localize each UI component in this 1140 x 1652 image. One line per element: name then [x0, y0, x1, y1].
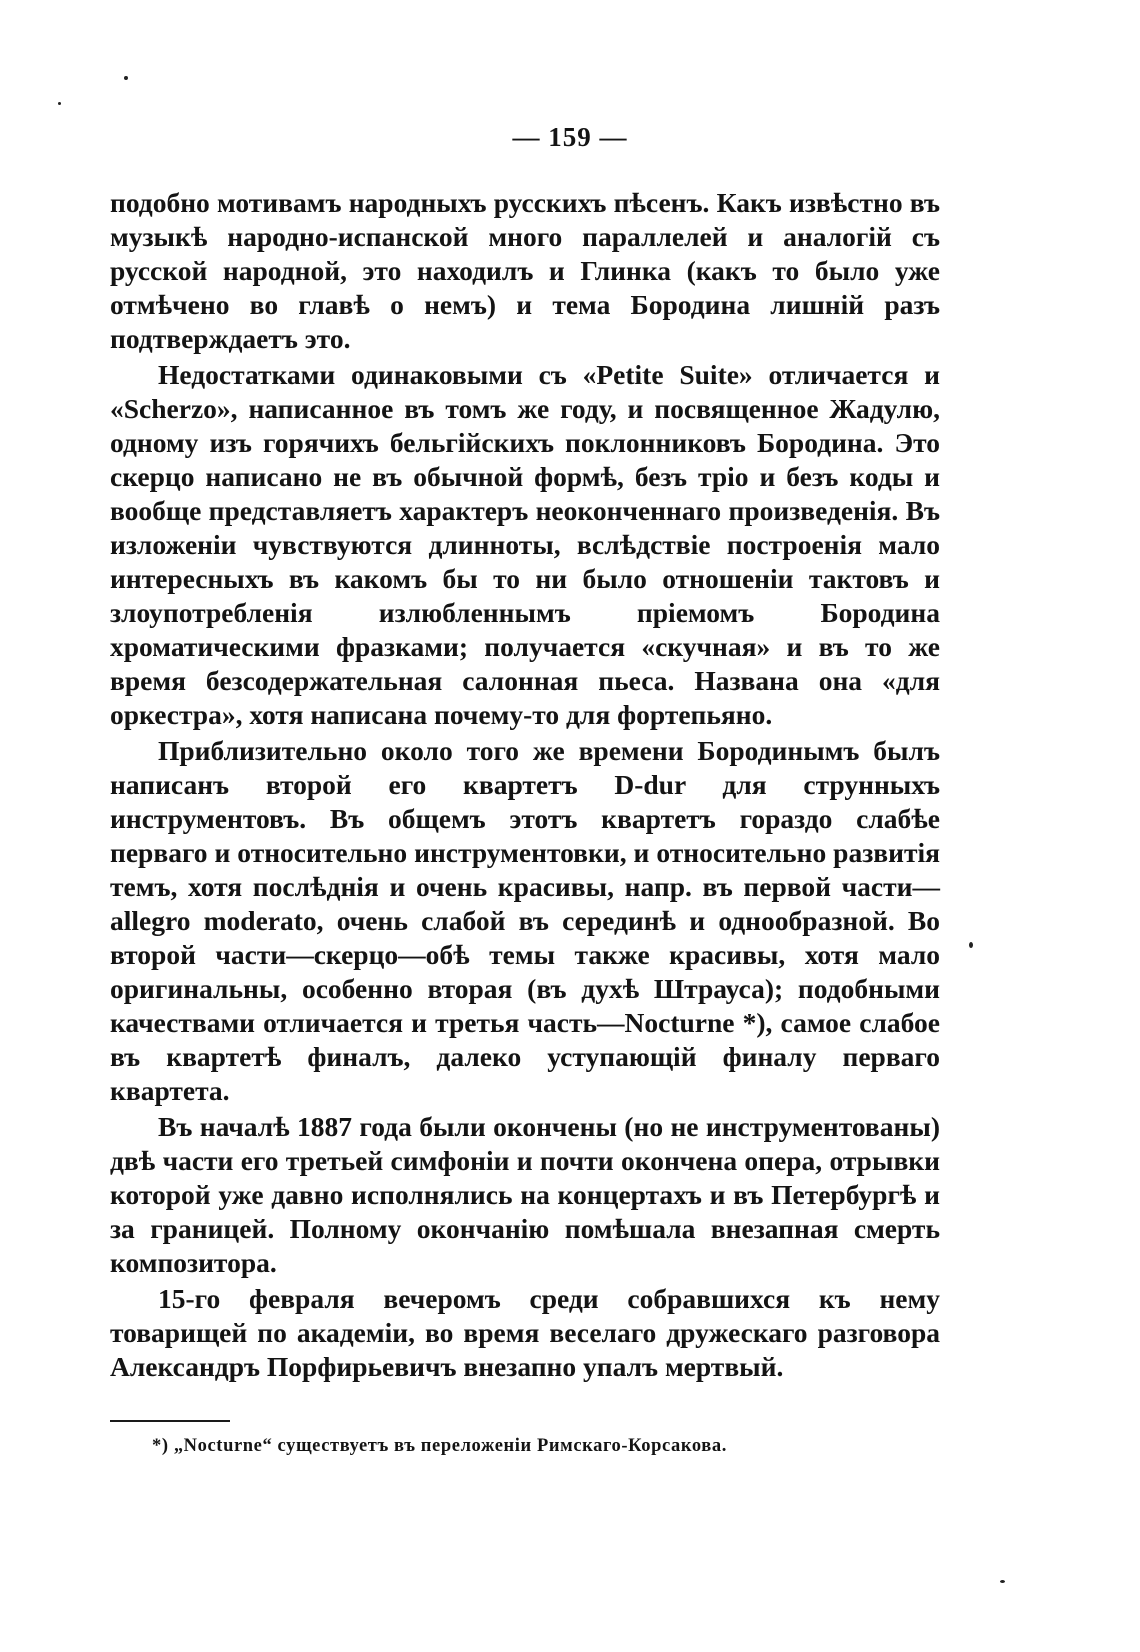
scan-speck [124, 76, 128, 80]
paragraph-third-symphony: Въ началѣ 1887 года были окончены (но не инструментованы) двѣ части его третьей симфоніи и почти окончена опера, отрывки которой уже давно исполнялись на концертахъ и въ Петербургѣ и за границей. Полному окончанію помѣшала внезапная смерть композитора. [110, 1111, 940, 1278]
paragraph-scherzo: Недостатками одинаковыми съ «Petite Suite» отличается и «Scherzo», написанное въ томъ же году, и посвященное Жадулю, одному изъ горячихъ бельгійскихъ поклонниковъ Бородина. Это скерцо написано не въ обычной формѣ, безъ тріо и безъ коды и вообще представляетъ характеръ неоконченнаго произведенія. Въ изложеніи чувствуются длинноты, вслѣдствіе построенія мало интересныхъ въ какомъ бы то ни было отношеніи тактовъ и злоупотребленія излюбленнымъ пріемомъ Бородина хроматическими фразками; получается «скучная» и въ то же время безсодержательная салонная пьеса. Названа она «для оркестра», хотя написана почему-то для фортепьяно. [110, 359, 940, 730]
paragraph-continuation: подобно мотивамъ народныхъ русскихъ пѣсенъ. Какъ извѣстно въ музыкѣ народно-испанской много параллелей и аналогій съ русской народной, это находилъ и Глинка (какъ то было уже отмѣчено во главѣ о немъ) и тема Бородина лишній разъ подтверждаетъ это. [110, 187, 940, 354]
paragraph-second-quartet: Приблизительно около того же времени Бородинымъ былъ написанъ второй его квартетъ D-dur для струнныхъ инструментовъ. Въ общемъ этотъ квартетъ гораздо слабѣе перваго и относительно инструментовки, и относительно развитія темъ, хотя послѣднія и очень красивы, напр. въ первой части—allegro moderato, очень слабой въ серединѣ и однообразной. Во второй части—скерцо—обѣ темы также красивы, хотя мало оригинальны, особенно вторая (въ духѣ Штрауса); подобными качествами отличается и третья часть—Nocturne *), самое слабое въ квартетѣ финалъ, далеко уступающій финалу перваго квартета. [110, 735, 940, 1106]
page-number: — 159 — [512, 122, 628, 152]
scan-speck [58, 102, 61, 105]
footnote: *) „Nocturne“ существуетъ въ переложеніи Римскаго-Корсакова. [152, 1436, 727, 1456]
paragraph-death: 15-го февраля вечеромъ среди собравшихся къ нему товарищей по академіи, во время веселаго дружескаго разговора Александръ Порфирьевичъ внезапно упалъ мертвый. [110, 1283, 940, 1382]
scan-speck [1000, 1580, 1005, 1583]
footnote-divider [110, 1420, 230, 1422]
body-text [110, 186, 940, 1386]
scan-speck [969, 942, 973, 948]
